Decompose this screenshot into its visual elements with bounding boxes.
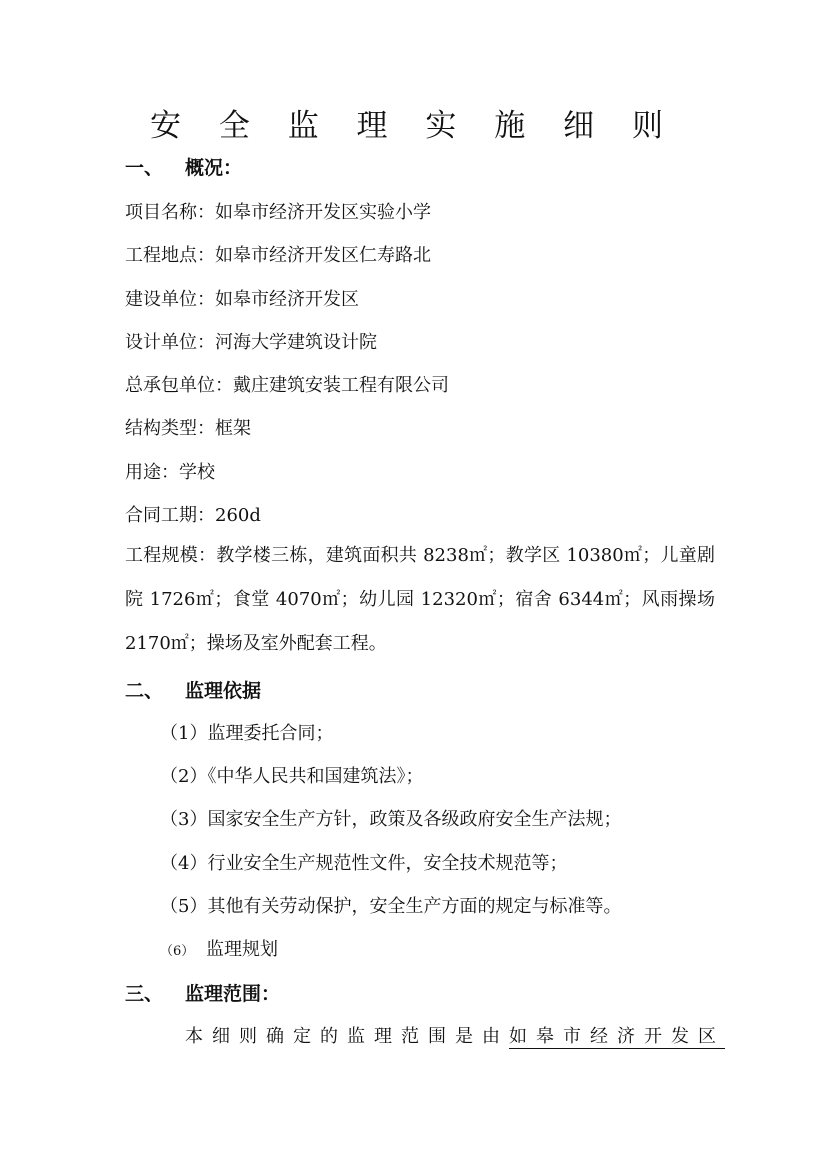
section-3-number: 三、 xyxy=(125,983,164,1005)
basis-item-1: （1）监理委托合同； xyxy=(160,723,334,744)
structure-type: 结构类型：框架 xyxy=(125,418,251,439)
section-2-heading xyxy=(125,676,261,703)
section-1-number: 一、 xyxy=(125,157,164,179)
section-3-title: 监理范围： xyxy=(185,983,281,1005)
contract-period: 合同工期：260d xyxy=(125,505,261,526)
design-unit: 设计单位：河海大学建筑设计院 xyxy=(125,332,377,353)
section-1-heading xyxy=(125,153,242,180)
scope-prefix: 本细则确定的监理范围是由 xyxy=(185,1026,509,1047)
project-name: 项目名称：如皋市经济开发区实验小学 xyxy=(125,202,431,223)
section-3-heading xyxy=(125,979,280,1006)
document-title: 安 全 监 理 实 施 细 则 xyxy=(150,108,677,144)
section-2-title: 监理依据 xyxy=(185,680,262,702)
basis-item-6-text: 监理规划 xyxy=(206,939,278,960)
basis-item-6 xyxy=(160,935,278,961)
section-1-title: 概况： xyxy=(185,157,243,179)
project-location: 工程地点：如皋市经济开发区仁寿路北 xyxy=(125,245,431,266)
basis-item-6-number: （6） xyxy=(160,944,195,959)
basis-item-3: （3）国家安全生产方针，政策及各级政府安全生产法规； xyxy=(160,809,622,830)
construction-unit: 建设单位：如皋市经济开发区 xyxy=(125,289,359,310)
scope-paragraph xyxy=(185,1022,725,1048)
project-scale: 工程规模：教学楼三栋，建筑面积共 8238㎡；教学区 10380㎡；儿童剧院 1726㎡；食堂 4070㎡；幼儿园 12320㎡；宿舍 6344㎡；风雨操场 2170㎡；操场及室外配套工程。 xyxy=(125,545,715,654)
basis-item-5: （5）其他有关劳动保护，安全生产方面的规定与标准等。 xyxy=(160,896,622,917)
usage: 用途：学校 xyxy=(125,462,215,483)
section-2-number: 二、 xyxy=(125,680,164,702)
scope-underlined: 如皋市经济开发区 xyxy=(509,1026,725,1047)
basis-item-2: （2）《中华人民共和国建筑法》； xyxy=(160,766,424,787)
basis-item-4: （4）行业安全生产规范性文件，安全技术规范等； xyxy=(160,853,568,874)
general-contractor: 总承包单位：戴庄建筑安装工程有限公司 xyxy=(125,375,449,396)
